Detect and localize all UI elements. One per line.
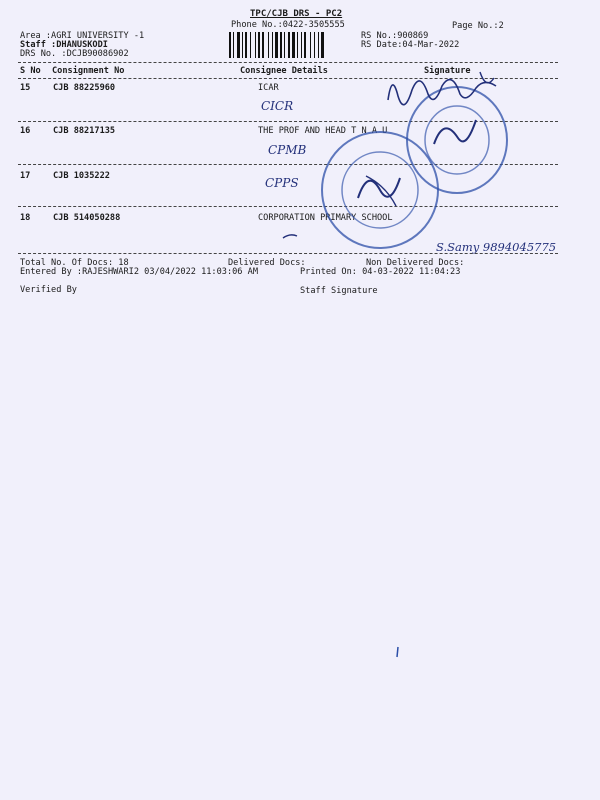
col-signature: Signature	[424, 66, 471, 76]
row-consignment: CJB 88217135	[53, 126, 116, 136]
staff-signature-label: Staff Signature	[300, 286, 378, 296]
row-consignment: CJB 88225960	[53, 83, 116, 93]
drs-number: DRS No. :DCJB90086902	[20, 49, 129, 59]
handwritten-note: CPPS	[265, 176, 299, 190]
rs-date: RS Date:04-Mar-2022	[361, 40, 460, 50]
col-consignment: Consignment No	[52, 66, 125, 76]
row-sno: 18	[20, 213, 31, 223]
row-consignee: CORPORATION PRIMARY SCHOOL	[258, 213, 393, 223]
pen-mark-icon	[282, 232, 298, 240]
staff-field: Staff :DHANUSKODI	[20, 40, 108, 50]
ink-mark-icon	[394, 646, 402, 658]
row-consignee: ICAR	[258, 83, 279, 93]
delivered-docs: Delivered Docs:	[228, 258, 306, 268]
handwritten-note: CPMB	[268, 143, 307, 157]
row-rule	[18, 206, 558, 207]
row-consignment: CJB 1035222	[53, 171, 110, 181]
non-delivered-docs: Non Delivered Docs:	[366, 258, 465, 268]
col-sno: S No	[20, 66, 41, 76]
handwritten-phone-note: S.Samy 9894045775	[436, 240, 557, 254]
total-docs: Total No. Of Docs: 18	[20, 258, 129, 268]
col-consignee: Consignee Details	[240, 66, 328, 76]
entered-by: Entered By :RAJESHWARI2 03/04/2022 11:03:06 AM	[20, 267, 258, 277]
row-consignment: CJB 514050288	[53, 213, 121, 223]
handwritten-note: CICR	[261, 99, 294, 113]
phone-number: Phone No.:0422-3505555	[231, 20, 345, 30]
page-number: Page No.:2	[452, 21, 504, 31]
receiver-signature-icon	[380, 64, 530, 114]
header-rule	[18, 62, 558, 63]
row-sno: 15	[20, 83, 31, 93]
printed-on: Printed On: 04-03-2022 11:04:23	[300, 267, 461, 277]
document-title: TPC/CJB DRS - PC2	[250, 9, 343, 19]
row-sno: 16	[20, 126, 31, 136]
row-consignee: THE PROF AND HEAD T N A U	[258, 126, 388, 136]
area-field: Area :AGRI UNIVERSITY -1	[20, 31, 145, 41]
rs-number: RS No.:900869	[361, 31, 429, 41]
barcode	[229, 32, 355, 58]
row-sno: 17	[20, 171, 31, 181]
verified-by-label: Verified By	[20, 285, 77, 295]
